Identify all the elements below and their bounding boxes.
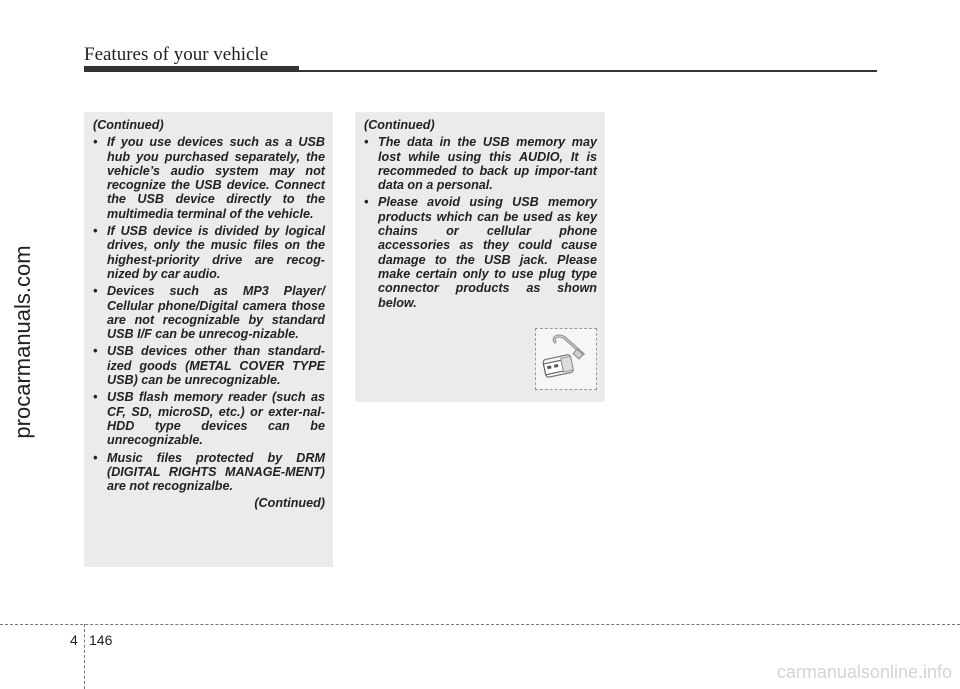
bullet-icon: •	[364, 195, 369, 210]
usb-stick-icon	[536, 329, 596, 389]
bullet-icon: •	[93, 344, 98, 359]
page-number: 146	[89, 632, 113, 648]
bullet-icon: •	[93, 390, 98, 405]
footer-divider	[84, 624, 85, 689]
caution-box-left	[84, 112, 333, 567]
list-item: • If you use devices such as a USB hub you purchased separately, the vehicle’s audio system may not recognize the USB device. Connect the USB device directly to the multimedia terminal of the vehicle.	[93, 135, 325, 221]
list-item: • Music files protected by DRM (DIGITAL RIGHTS MANAGE-MENT) are not recognizalbe.	[93, 450, 325, 494]
continued-label-top: (Continued)	[93, 118, 164, 132]
footer-rule	[0, 624, 960, 625]
bullet-icon: •	[93, 450, 98, 465]
list-item: • USB flash memory reader (such as CF, SD, microSD, etc.) or exter-nal-HDD type devices can be unrecognizable.	[93, 390, 325, 448]
bullet-icon: •	[93, 224, 98, 239]
list-item: • If USB device is divided by logical drives, only the music files on the highest-priority drive are recog-nized by car audio.	[93, 224, 325, 281]
chapter-number: 4	[70, 632, 78, 648]
continued-label-bottom: (Continued)	[254, 496, 325, 511]
list-item: • The data in the USB memory may lost while using this AUDIO, It is recommeded to back up impor-tant data on a personal.	[364, 135, 597, 193]
caution-list-left	[93, 135, 325, 493]
bullet-icon: •	[364, 135, 369, 150]
usb-plug-figure	[535, 328, 597, 390]
caution-list-right	[364, 135, 597, 310]
bullet-icon: •	[93, 135, 98, 150]
bullet-icon: •	[93, 284, 98, 299]
list-item: • Please avoid using USB memory products which can be used as key chains or cellular phone accessories as they could cause damage to the USB jack. Please make certain only to use plug type connector products as shown below.	[364, 195, 597, 310]
page-header-title: Features of your vehicle	[84, 44, 269, 65]
header-rule-thick	[84, 66, 299, 72]
continued-label-top: (Continued)	[364, 118, 435, 132]
side-watermark: procarmanuals.com	[10, 245, 35, 439]
list-item: • USB devices other than standard-ized goods (METAL COVER TYPE USB) can be unrecognizable.	[93, 344, 325, 388]
bottom-watermark: carmanualsonline.info	[776, 662, 952, 682]
list-item: • Devices such as MP3 Player/ Cellular phone/Digital camera those are not recognizable by standard USB I/F can be unrecog-nizable.	[93, 284, 325, 342]
header-rule-thin	[299, 70, 877, 72]
